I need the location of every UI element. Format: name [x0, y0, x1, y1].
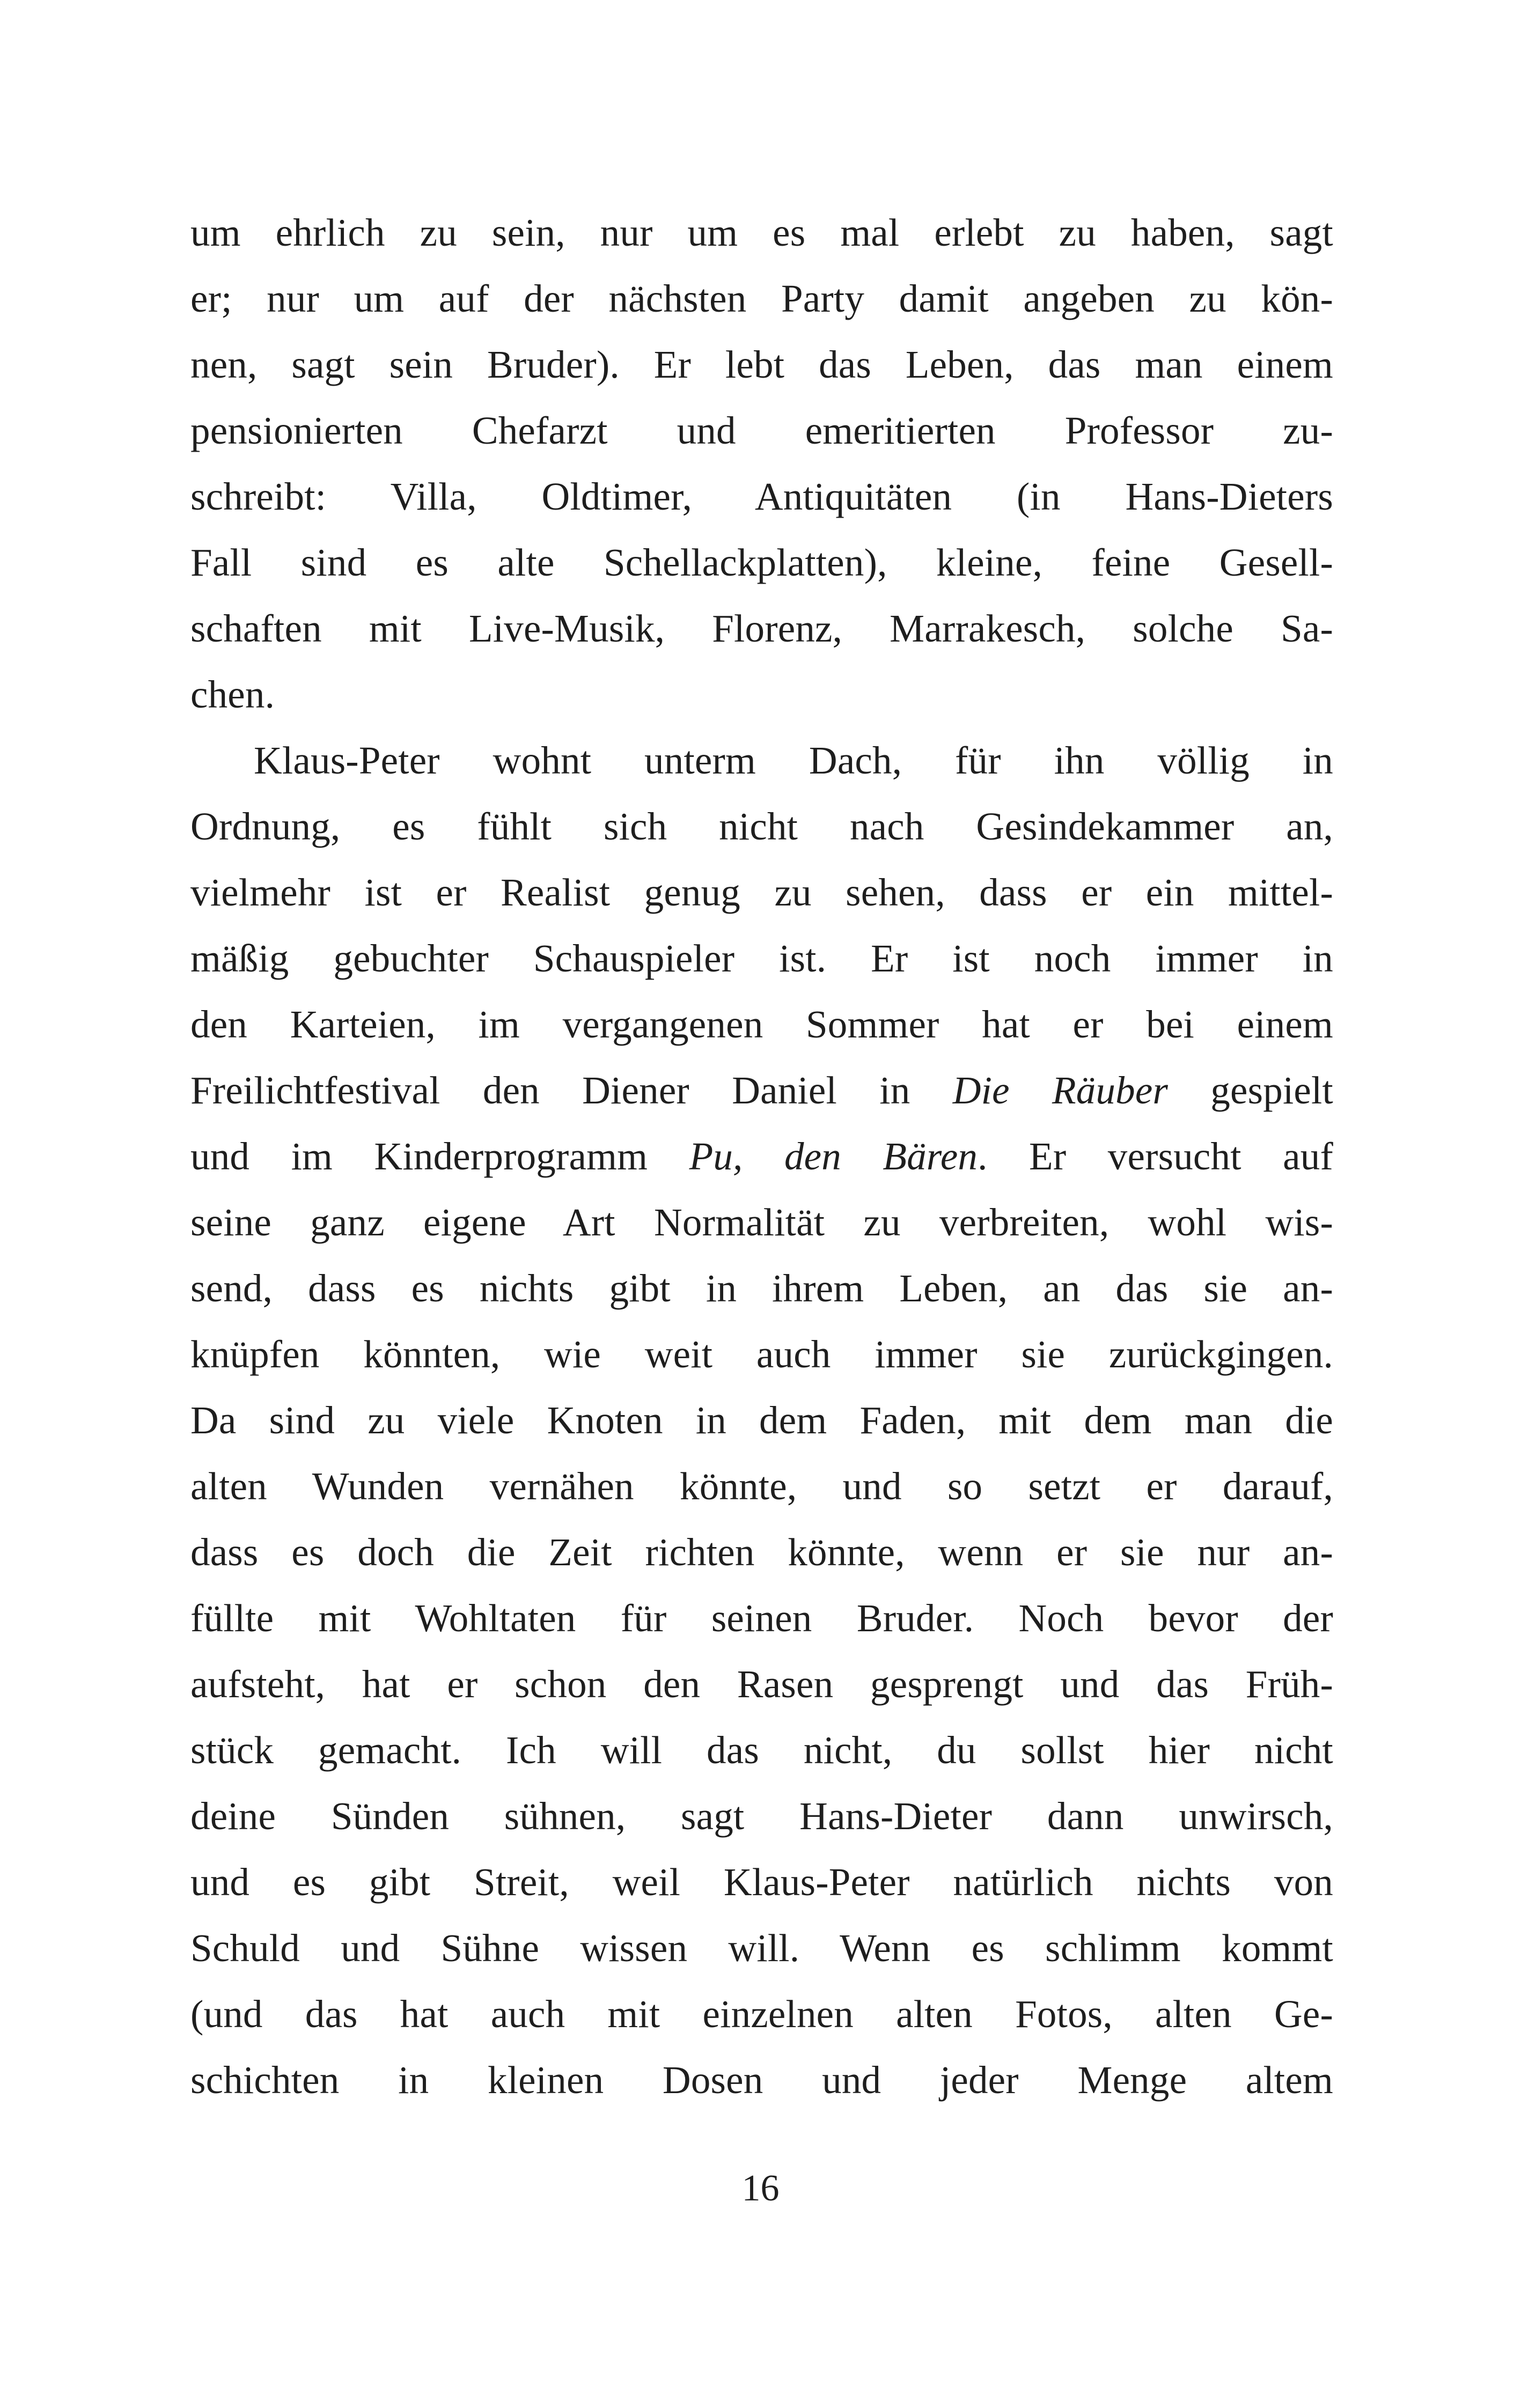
text-line: [190, 1849, 1333, 1915]
text-line: [190, 463, 1333, 529]
text-line: [190, 1717, 1333, 1783]
text-segment: Da sind zu viele Knoten in dem Faden, mit dem man die: [190, 1398, 1333, 1442]
text-segment: füllte mit Wohltaten für seinen Bruder. Noch bevor der: [190, 1596, 1333, 1640]
text-segment: pensionierten Chefarzt und emeritierten Professor zu-: [190, 409, 1333, 452]
text-line: [190, 2047, 1333, 2113]
text-line: [190, 1651, 1333, 1717]
text-line: [190, 661, 1333, 727]
text-line: [190, 1057, 1333, 1123]
text-segment: den Karteien, im vergangenen Sommer hat er bei einem: [190, 1003, 1333, 1046]
text-segment: mäßig gebuchter Schauspieler ist. Er ist noch immer in: [190, 937, 1333, 980]
text-segment: dass es doch die Zeit richten könnte, wenn er sie nur an-: [190, 1530, 1333, 1574]
text-line: [190, 1255, 1333, 1321]
text-segment: knüpfen könnten, wie weit auch immer sie zurückgingen.: [190, 1332, 1333, 1376]
text-segment: nen, sagt sein Bruder). Er lebt das Leben, das man einem: [190, 343, 1333, 386]
text-line: [190, 793, 1333, 859]
italic-text-segment: Pu, den Bären: [689, 1135, 978, 1178]
text-segment: chen.: [190, 673, 275, 716]
text-line: [190, 1387, 1333, 1453]
text-line: [190, 529, 1333, 595]
text-segment: und im Kinderprogramm: [190, 1135, 689, 1178]
text-segment: und es gibt Streit, weil Klaus-Peter natürlich nichts von: [190, 1860, 1333, 1904]
text-line: [190, 727, 1333, 793]
text-line: [190, 1783, 1333, 1849]
text-line: [190, 859, 1333, 925]
text-line: [190, 925, 1333, 991]
text-segment: gespielt: [1168, 1069, 1333, 1112]
text-segment: Klaus-Peter wohnt unterm Dach, für ihn völlig in: [254, 739, 1333, 782]
text-line: [190, 1321, 1333, 1387]
text-line: [190, 1519, 1333, 1585]
text-segment: er; nur um auf der nächsten Party damit angeben zu kön-: [190, 277, 1333, 320]
text-segment: Ordnung, es fühlt sich nicht nach Gesindekammer an,: [190, 805, 1333, 848]
text-segment: . Er versucht auf: [978, 1135, 1333, 1178]
paragraph: [190, 200, 1333, 727]
text-segment: stück gemacht. Ich will das nicht, du sollst hier nicht: [190, 1728, 1333, 1772]
text-segment: schichten in kleinen Dosen und jeder Menge altem: [190, 2058, 1333, 2102]
text-segment: schreibt: Villa, Oldtimer, Antiquitäten (in Hans-Dieters: [190, 475, 1333, 518]
text-segment: vielmehr ist er Realist genug zu sehen, dass er ein mittel-: [190, 871, 1333, 914]
text-segment: aufsteht, hat er schon den Rasen gesprengt und das Früh-: [190, 1662, 1333, 1706]
text-segment: schaften mit Live-Musik, Florenz, Marrakesch, solche Sa-: [190, 607, 1333, 650]
text-segment: Schuld und Sühne wissen will. Wenn es schlimm kommt: [190, 1926, 1333, 1970]
text-segment: deine Sünden sühnen, sagt Hans-Dieter dann unwirsch,: [190, 1794, 1333, 1838]
text-line: [190, 1981, 1333, 2047]
text-segment: um ehrlich zu sein, nur um es mal erlebt zu haben, sagt: [190, 211, 1333, 254]
text-line: [190, 1123, 1333, 1189]
text-segment: Freilichtfestival den Diener Daniel in: [190, 1069, 953, 1112]
text-line: [190, 595, 1333, 661]
text-line: [190, 397, 1333, 463]
text-segment: send, dass es nichts gibt in ihrem Leben, an das sie an-: [190, 1266, 1333, 1310]
text-line: [190, 1189, 1333, 1255]
page-text: [190, 200, 1333, 2113]
text-line: [190, 332, 1333, 397]
text-line: [190, 991, 1333, 1057]
text-segment: seine ganz eigene Art Normalität zu verbreiten, wohl wis-: [190, 1201, 1333, 1244]
italic-text-segment: Die Räuber: [952, 1069, 1169, 1112]
paragraph: [190, 727, 1333, 2113]
text-line: [190, 266, 1333, 332]
text-segment: alten Wunden vernähen könnte, und so setzt er darauf,: [190, 1464, 1333, 1508]
text-line: [190, 200, 1333, 266]
page-number: 16: [741, 2168, 780, 2209]
text-segment: (und das hat auch mit einzelnen alten Fotos, alten Ge-: [190, 1992, 1333, 2036]
text-line: [190, 1585, 1333, 1651]
text-line: [190, 1453, 1333, 1519]
text-line: [190, 1915, 1333, 1981]
text-segment: Fall sind es alte Schellackplatten), kleine, feine Gesell-: [190, 541, 1333, 584]
